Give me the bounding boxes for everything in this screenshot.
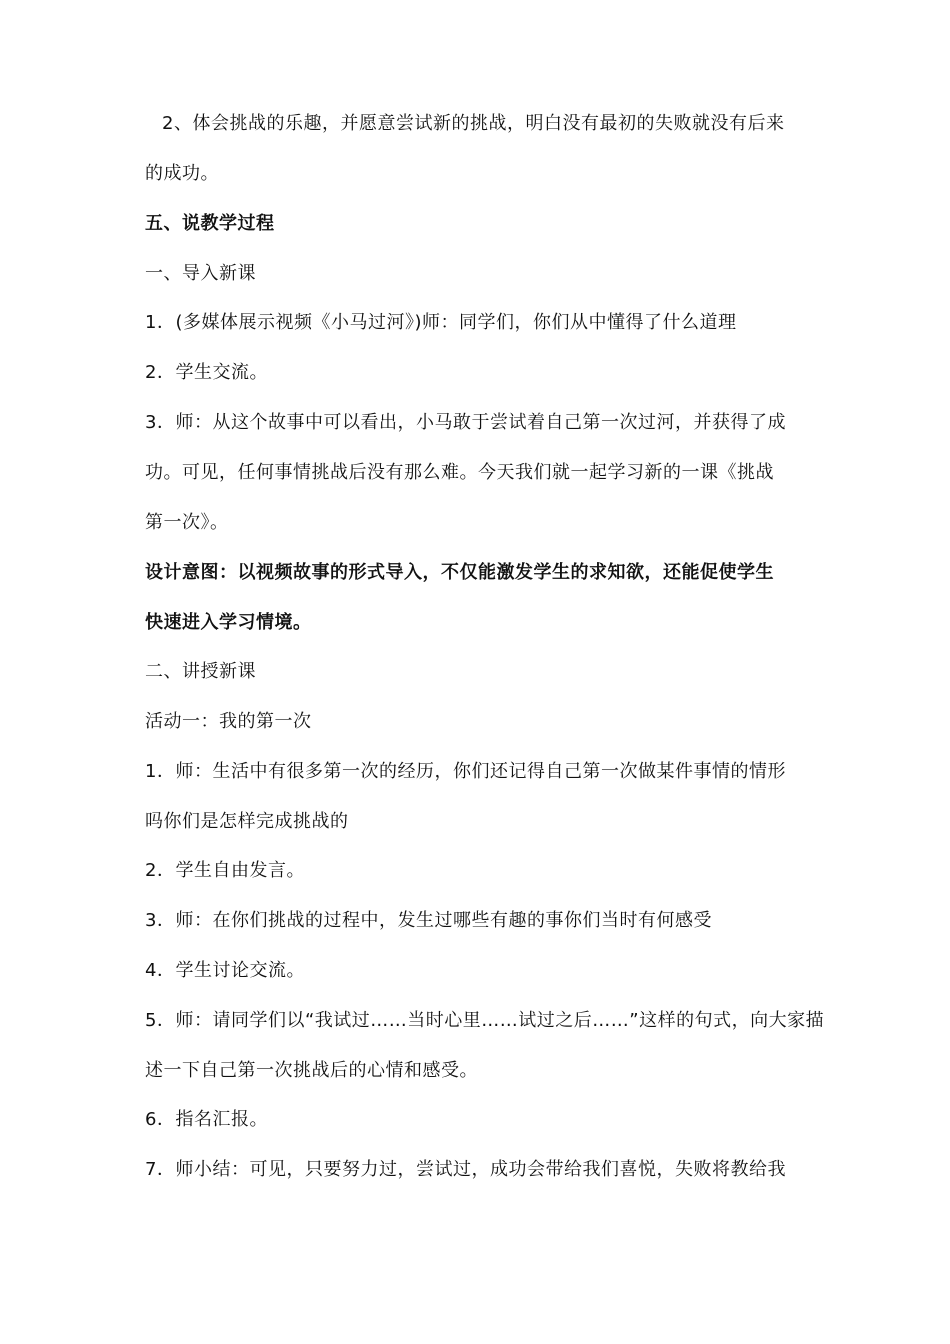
objective-2-line-1: 2、体会挑战的乐趣，并愿意尝试新的挑战，明白没有最初的失败就没有后来 [162,113,785,134]
subheading-new-lesson: 二、讲授新课 [145,661,256,682]
intro-step-1: 1．(多媒体展示视频《小马过河》)师：同学们，你们从中懂得了什么道理 [145,312,737,333]
activity-step-3: 3．师：在你们挑战的过程中，发生过哪些有趣的事你们当时有何感受 [145,910,712,931]
activity-step-1-line-2: 吗你们是怎样完成挑战的 [145,811,349,832]
section-heading-teaching-process: 五、说教学过程 [145,213,275,234]
activity-step-5-line-1: 5．师：请同学们以“我试过……当时心里……试过之后……”这样的句式，向大家描 [145,1010,825,1031]
subheading-intro: 一、导入新课 [145,263,256,284]
activity-step-5-line-2: 述一下自己第一次挑战后的心情和感受。 [145,1060,478,1081]
intro-step-3-line-3: 第一次》。 [145,512,229,533]
activity-step-2: 2．学生自由发言。 [145,860,305,881]
activity-step-1-line-1: 1．师：生活中有很多第一次的经历，你们还记得自己第一次做某件事情的情形 [145,761,786,782]
objective-2-line-2: 的成功。 [145,163,219,184]
intro-step-3-line-1: 3．师：从这个故事中可以看出，小马敢于尝试着自己第一次过河，并获得了成 [145,412,786,433]
activity-one-heading: 活动一：我的第一次 [145,711,312,732]
activity-step-7: 7．师小结：可见，只要努力过，尝试过，成功会带给我们喜悦，失败将教给我 [145,1159,786,1180]
design-intent-line-1: 设计意图：以视频故事的形式导入，不仅能激发学生的求知欲，还能促使学生 [145,562,774,583]
activity-step-6: 6．指名汇报。 [145,1109,268,1130]
intro-step-3-line-2: 功。可见，任何事情挑战后没有那么难。今天我们就一起学习新的一课《挑战 [145,462,774,483]
intro-step-2: 2．学生交流。 [145,362,268,383]
design-intent-line-2: 快速进入学习情境。 [145,612,312,633]
activity-step-4: 4．学生讨论交流。 [145,960,305,981]
